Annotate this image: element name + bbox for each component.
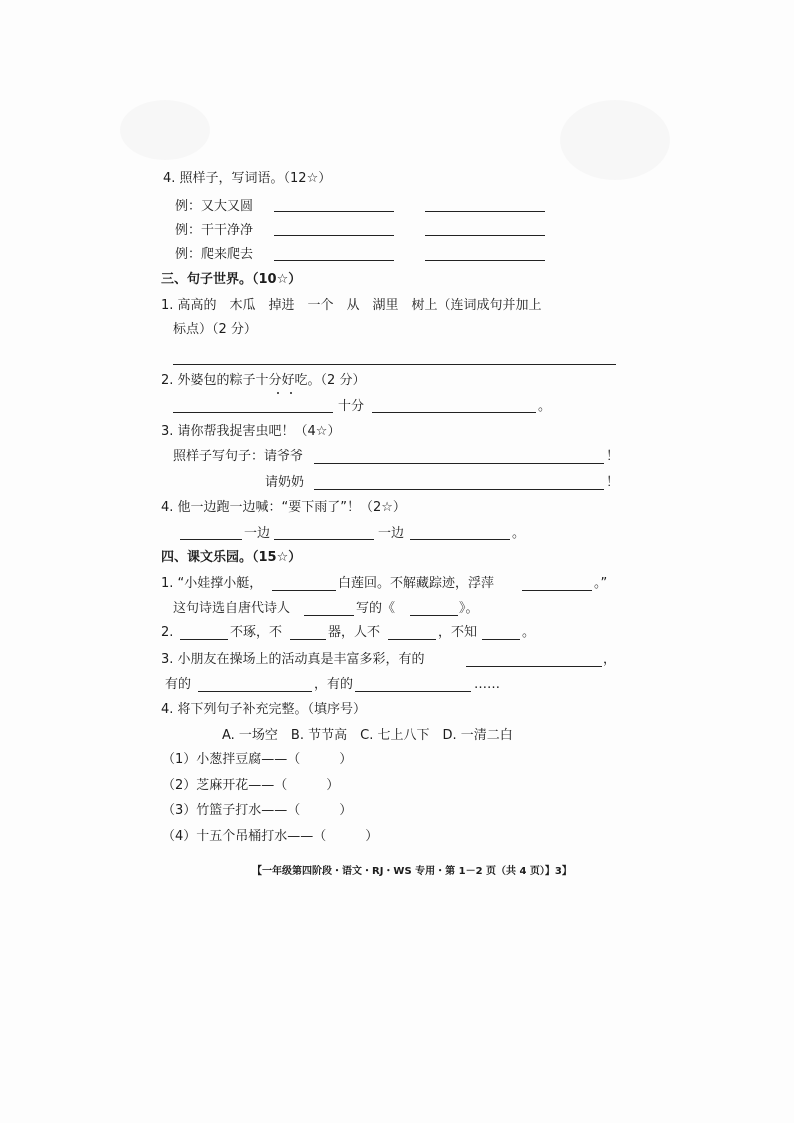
s4-q1-part1: 1. “小娃撑小艇，	[161, 576, 263, 591]
s3-q3-title: 3. 请你帮我捉害虫吧！（4☆）	[161, 424, 341, 439]
s3-q4-blank[interactable]	[274, 539, 374, 540]
s4-q4-title: 4. 将下列句子补充完整。（填序号）	[161, 702, 367, 717]
s4-q4-item-4[interactable]: （4）十五个吊桶打水——（ ）	[162, 829, 379, 844]
emphasis-dot	[277, 392, 279, 394]
s3-q2-blank[interactable]	[372, 412, 536, 413]
s3-q3-blank[interactable]	[314, 463, 604, 464]
s3-q2-end: 。	[538, 399, 552, 414]
s3-q4-blank[interactable]	[410, 539, 510, 540]
s4-q2-part3: ，不知	[438, 625, 478, 640]
s4-q1-part3: 。”	[594, 576, 608, 591]
s3-q4-yibian-1: 一边	[244, 526, 271, 541]
s3-q4-yibian-2: 一边	[378, 526, 405, 541]
s4-q2-number: 2.	[161, 625, 174, 640]
s3-q4-end: 。	[512, 526, 526, 541]
q4-answer-blank[interactable]	[425, 260, 545, 261]
q4-answer-blank[interactable]	[274, 235, 394, 236]
s4-q4-item-1[interactable]: （1）小葱拌豆腐——（ ）	[162, 752, 353, 767]
s3-q1-answer-line[interactable]	[173, 364, 616, 365]
section-4-title: 四、课文乐园。（15☆）	[161, 550, 302, 565]
s4-q1-blank[interactable]	[272, 590, 336, 591]
q4-answer-blank[interactable]	[425, 211, 545, 212]
s4-q3-blank[interactable]	[355, 691, 471, 692]
page-footer: 【一年级第四阶段・语文・RJ・WS 专用・第 1－2 页（共 4 页）】3】	[252, 866, 572, 877]
s3-q3-excl: ！	[606, 475, 620, 490]
section-3-title: 三、句子世界。（10☆）	[161, 272, 302, 287]
q4-answer-blank[interactable]	[274, 211, 394, 212]
s4-q1-line2-part2: 写的《	[356, 601, 396, 616]
s4-q1-poet-blank[interactable]	[304, 615, 354, 616]
s4-q2-part4: 。	[522, 625, 536, 640]
scan-blotch	[120, 100, 210, 160]
s3-q2-title: 2. 外婆包的粽子十分好吃。（2 分）	[161, 373, 366, 388]
s4-q4-item-3[interactable]: （3）竹篮子打水——（ ）	[162, 803, 353, 818]
s4-q1-line2-part3: 》。	[459, 601, 479, 616]
s4-q3-comma: ，	[603, 652, 617, 667]
s4-q1-line2-part1: 这句诗选自唐代诗人	[173, 601, 291, 616]
s4-q3-blank[interactable]	[198, 691, 312, 692]
q4-answer-blank[interactable]	[425, 235, 545, 236]
s3-q3-line2: 请奶奶	[265, 475, 305, 490]
s4-q1-part2: 白莲回。不解藏踪迹，浮萍	[338, 576, 495, 591]
s4-q3-blank[interactable]	[466, 666, 602, 667]
s3-q1-line2: 标点）（2 分）	[173, 322, 257, 337]
s4-q3-line1: 3. 小朋友在操场上的活动真是丰富多彩，有的	[161, 652, 425, 667]
s4-q2-part2: 器，人不	[328, 625, 381, 640]
s4-q3-line2-part2: ，有的	[314, 677, 354, 692]
s3-q2-blank[interactable]	[173, 412, 333, 413]
q4-title: 4. 照样子，写词语。（12☆）	[163, 171, 332, 186]
q4-example-2: 例：干干净净	[175, 223, 254, 238]
s4-q2-part1: 不琢，不	[230, 625, 283, 640]
s3-q1-line1: 1. 高高的 木瓜 掉进 一个 从 湖里 树上（连词成句并加上	[161, 298, 542, 313]
s4-q2-blank[interactable]	[482, 639, 520, 640]
s4-q3-ellipsis: ……	[474, 677, 500, 692]
s3-q3-line1: 照样子写句子：请爷爷	[173, 449, 304, 464]
s3-q3-blank[interactable]	[314, 489, 604, 490]
s4-q4-item-2[interactable]: （2）芝麻开花——（ ）	[162, 778, 340, 793]
s4-q2-blank[interactable]	[180, 639, 228, 640]
s3-q4-title: 4. 他一边跑一边喊：“要下雨了”！（2☆）	[161, 500, 406, 515]
scan-blotch	[560, 100, 670, 180]
s3-q2-mid: 十分	[338, 399, 365, 414]
s4-q4-options: A. 一场空 B. 节节高 C. 七上八下 D. 一清二白	[222, 728, 513, 743]
q4-answer-blank[interactable]	[274, 260, 394, 261]
s3-q3-excl: ！	[606, 449, 620, 464]
s4-q2-blank[interactable]	[290, 639, 326, 640]
q4-example-1: 例：又大又圆	[175, 199, 254, 214]
q4-example-3: 例：爬来爬去	[175, 247, 254, 262]
s4-q3-line2-part1: 有的	[165, 677, 192, 692]
emphasis-dot	[290, 392, 292, 394]
s4-q2-blank[interactable]	[388, 639, 436, 640]
s4-q1-poem-blank[interactable]	[410, 615, 458, 616]
s4-q1-blank[interactable]	[522, 590, 592, 591]
s3-q4-blank[interactable]	[180, 539, 242, 540]
